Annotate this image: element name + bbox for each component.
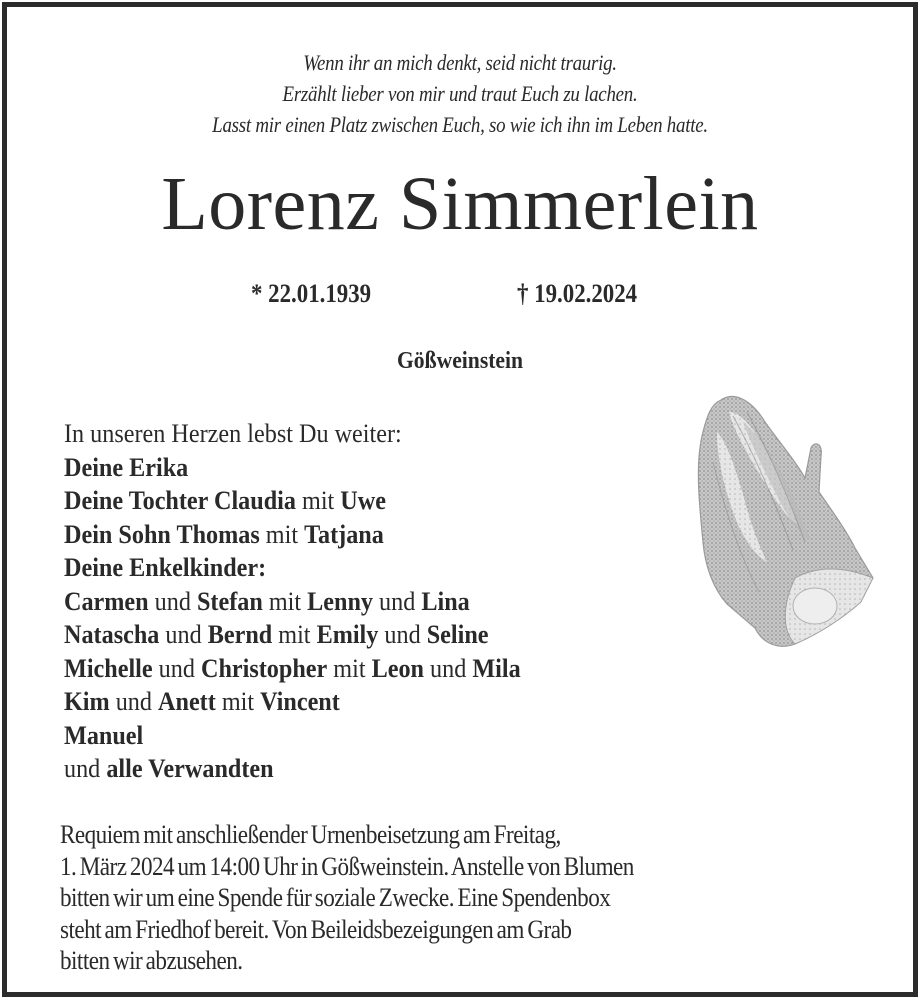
connector-text: mit: [259, 519, 305, 549]
mourner-line: [64, 585, 521, 619]
mourner-name: Carmen: [64, 586, 149, 616]
mourner-name: Lina: [421, 586, 470, 616]
connector-text: und: [159, 620, 208, 649]
mourner-line: [64, 652, 521, 686]
mourner-line: [64, 551, 521, 585]
mourner-name: Tatjana: [304, 519, 384, 549]
mourner-name: Dein Sohn Thomas: [64, 519, 260, 549]
connector-text: und: [64, 754, 107, 783]
mourner-name: Mila: [472, 653, 521, 683]
mourner-name: Manuel: [64, 720, 144, 750]
motto-line: Lasst mir einen Platz zwischen Euch, so wie ich ihn im Leben hatte.: [212, 112, 708, 137]
mourner-name: Christopher: [200, 653, 328, 683]
connector-text: und: [423, 653, 473, 683]
motto-line: Erzählt lieber von mir und traut Euch zu lachen.: [282, 81, 638, 106]
mourners-intro: In unseren Herzen lebst Du weiter:: [64, 419, 402, 448]
mourner-name: Uwe: [340, 486, 386, 515]
mourner-line: [64, 518, 521, 552]
funeral-notice: [60, 819, 705, 977]
connector-text: und: [109, 687, 159, 716]
mourner-line: [64, 484, 521, 518]
death-date: † 19.02.2024: [517, 279, 638, 308]
notice-line: bitten wir um eine Spende für soziale Zwecke. Eine Spendenbox: [60, 883, 611, 912]
mourner-name: Seline: [426, 620, 489, 649]
mourners-list: [64, 417, 555, 786]
relatives-label: alle Verwandten: [106, 754, 274, 783]
mourner-line: [64, 618, 521, 652]
notice-line: 1. März 2024 um 14:00 Uhr in Gößweinstein. Anstelle von Blumen: [60, 851, 634, 881]
connector-text: mit: [215, 687, 261, 716]
notice-line: bitten wir abzusehen.: [60, 946, 243, 975]
mourner-line: [64, 719, 521, 753]
mourner-name: Vincent: [260, 687, 340, 716]
connector-text: mit: [327, 653, 372, 683]
mourner-name: Bernd: [207, 620, 273, 649]
obituary-frame: [2, 2, 918, 997]
praying-hands-icon: [683, 382, 883, 657]
mourner-name: Deine Tochter Claudia: [64, 486, 296, 515]
motto-verse: [70, 47, 849, 140]
connector-text: und: [148, 586, 197, 616]
mourner-name: Kim: [64, 687, 110, 716]
notice-line: Requiem mit anschließender Urnenbeisetzung am Freitag,: [60, 820, 561, 849]
birth-date: * 22.01.1939: [251, 279, 372, 308]
mourner-name: Natascha: [64, 620, 160, 649]
place-of-residence: [7, 345, 913, 377]
mourner-name: Deine Erika: [64, 452, 189, 482]
mourner-line: [64, 451, 521, 485]
mourner-name: Lenny: [307, 586, 373, 616]
connector-text: mit: [262, 586, 308, 616]
mourner-line: [64, 685, 521, 719]
mourner-line: [64, 752, 521, 786]
connector-text: und: [152, 653, 201, 683]
grandchildren-heading: Deine Enkelkinder:: [64, 553, 267, 582]
connector-text: und: [372, 586, 422, 616]
connector-text: mit: [272, 620, 317, 649]
motto-line: Wenn ihr an mich denkt, seid nicht traurig.: [303, 50, 617, 75]
mourner-name: Emily: [316, 620, 379, 649]
deceased-name: Lorenz Simmerlein: [161, 162, 759, 246]
place-label: Gößweinstein: [396, 348, 523, 374]
mourner-name: Leon: [371, 653, 424, 683]
notice-line: steht am Friedhof bereit. Von Beileidsbezeigungen am Grab: [60, 914, 572, 944]
connector-text: mit: [295, 486, 341, 515]
mourner-name: Stefan: [196, 586, 263, 616]
mourner-name: Anett: [158, 687, 216, 716]
connector-text: und: [378, 620, 427, 649]
mourner-name: Michelle: [64, 653, 153, 683]
life-dates: [7, 277, 913, 311]
